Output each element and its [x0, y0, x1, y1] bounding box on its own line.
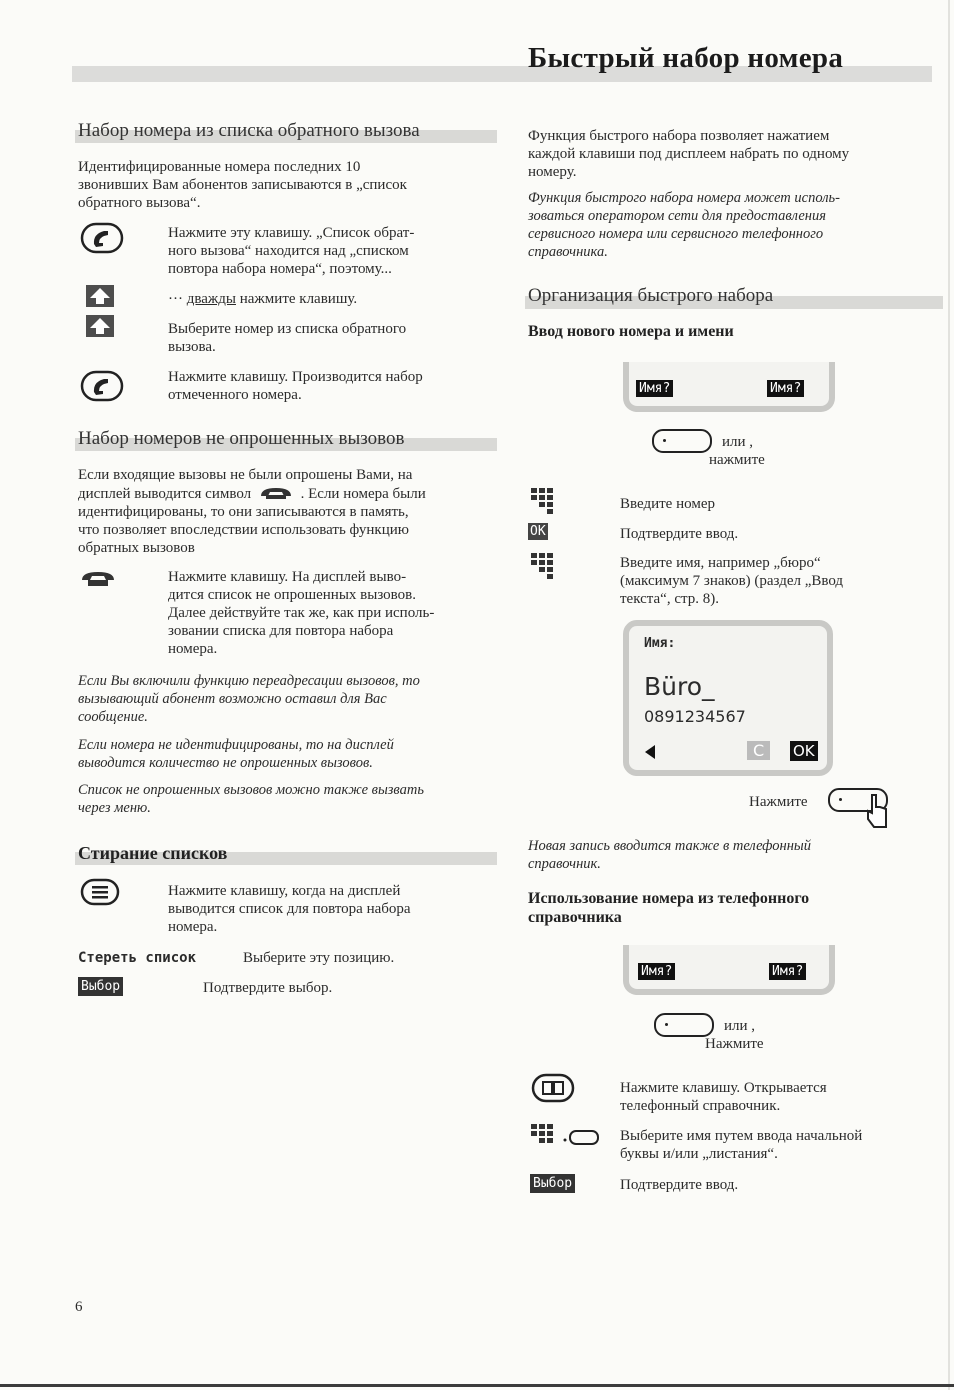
callback-list-heading: Набор номера из списка обратного вызова [78, 120, 420, 141]
enter-name-text: Введите имя, например „бюро“ (максимум 7 знаков) (раздел „Ввод текста“, стр. 8). [620, 555, 844, 607]
press-label-3: Нажмите [705, 1036, 764, 1052]
arrow-up-icon [86, 285, 114, 307]
callback-step-4: Нажмите клавишу. Производится набор отмеченного номера. [168, 369, 423, 403]
scroll-key-icon [562, 1126, 602, 1148]
clear-step-1: Нажмите клавишу, когда на дисплей выводится список для повтора набора номера. [168, 883, 411, 935]
softkey-right-2[interactable]: Имя? [769, 963, 806, 980]
callback-step-3: Выберите номер из списка обратного вызова. [168, 321, 407, 355]
confirm-input-text: Подтвердите ввод. [620, 526, 739, 542]
clear-lists-heading: Стирание списков [78, 843, 228, 863]
speed-dial-intro: Функция быстрого набора позволяет нажатием каждой клавиши под дисплеем набрать по одному номеру. [528, 128, 850, 180]
phonebook-note: Новая запись вводится также в телефонный справочник. [528, 838, 811, 872]
enter-number-text: Введите номер [620, 496, 715, 512]
bottom-edge [0, 1384, 954, 1387]
or-label-2: или , [724, 1018, 756, 1034]
select-softkey[interactable]: Выбор [78, 977, 123, 996]
finger-press-icon [864, 793, 890, 829]
or-label: или , [722, 434, 754, 450]
screen-number: 0891234567 [644, 707, 746, 726]
missed-note-1: Если Вы включили функцию переадресации вызовов, то вызывающий абонент возможно оставил для Вас сообщение. [78, 673, 420, 725]
phonebook-key-icon [531, 1073, 575, 1103]
left-arrow-icon [643, 744, 657, 760]
keypad-icon-2 [531, 553, 559, 581]
callback-step-1: Нажмите эту клавишу. „Список обрат- ного вызова“ находится над „списком повтора набора номера“, поэтому... [168, 225, 415, 277]
missed-step: Нажмите клавишу. На дисплей выво- дится список не опрошенных вызовов. Далее действуйте так же, как при исполь- зовании списка для повтора набора номера. [168, 569, 435, 657]
page-number: 6 [75, 1299, 83, 1315]
screen-ok-key[interactable]: OK [790, 741, 818, 761]
page-title: Быстрый набор номера [528, 42, 844, 74]
speed-dial-note: Функция быстрого набора номера может исполь- зоваться оператором сети для предоставления сервисного номера или сервисного телефонного справочника. [528, 190, 840, 260]
missed-intro: Если входящие вызовы не были опрошены Вами, на дисплей выводится символ . Если номера были идентифицированы, то они записываются в память, что позволяет впоследствии использовать функцию обратных вызовов [78, 467, 426, 556]
clear-menu-item[interactable]: Стереть список [78, 950, 197, 966]
setup-speed-dial-heading: Организация быстрого набора [528, 285, 774, 306]
missed-note-3: Список не опрошенных вызовов можно также вызвать через меню. [78, 782, 424, 816]
edge-line [948, 0, 950, 1390]
display-key-icon-3[interactable] [654, 1013, 714, 1037]
missed-call-key-icon [80, 570, 116, 588]
phonebook-step-3: Подтвердите ввод. [620, 1177, 739, 1193]
callback-intro: Идентифицированные номера последних 10 звонивших Вам абонентов записываются в „список обратного вызова“. [78, 159, 407, 211]
phonebook-step-2: Выберите имя путем ввода начальной буквы и/или „листания“. [620, 1128, 863, 1162]
handset-key-icon [80, 222, 124, 254]
display-key-icon[interactable] [652, 429, 712, 453]
missed-calls-heading: Набор номеров не опрошенных вызовов [78, 428, 405, 449]
screen-name: Büro_ [644, 672, 715, 701]
arrow-up-icon-2 [86, 315, 114, 337]
softkey-right[interactable]: Имя? [767, 380, 804, 397]
screen-label: Имя: [644, 636, 676, 651]
clear-key[interactable]: C [747, 741, 770, 760]
missed-call-icon [257, 484, 295, 500]
softkey-left[interactable]: Имя? [636, 380, 673, 397]
keypad-icon-3 [531, 1124, 559, 1152]
new-number-subheading: Ввод нового номера и имени [528, 323, 734, 340]
menu-key-icon [80, 878, 120, 906]
select-text: Подтвердите выбор. [203, 980, 333, 996]
handset-key-icon-2 [80, 370, 124, 402]
use-phonebook-subheading: Использование номера из телефонного справочника [528, 890, 810, 926]
phonebook-step-1: Нажмите клавишу. Открывается телефонный справочник. [620, 1080, 827, 1114]
select-softkey-2[interactable]: Выбор [530, 1174, 575, 1193]
press-label-2: Нажмите [749, 794, 808, 810]
press-label: нажмите [709, 452, 765, 468]
softkey-left-2[interactable]: Имя? [638, 963, 675, 980]
callback-step-2: ··· дважды нажмите клавишу. [168, 291, 358, 307]
clear-menu-text: Выберите эту позицию. [243, 950, 395, 966]
keypad-icon [531, 488, 559, 516]
ok-key[interactable]: OK [530, 524, 546, 539]
missed-note-2: Если номера не идентифицированы, то на дисплей выводится количество не опрошенных вызовов. [78, 737, 394, 771]
